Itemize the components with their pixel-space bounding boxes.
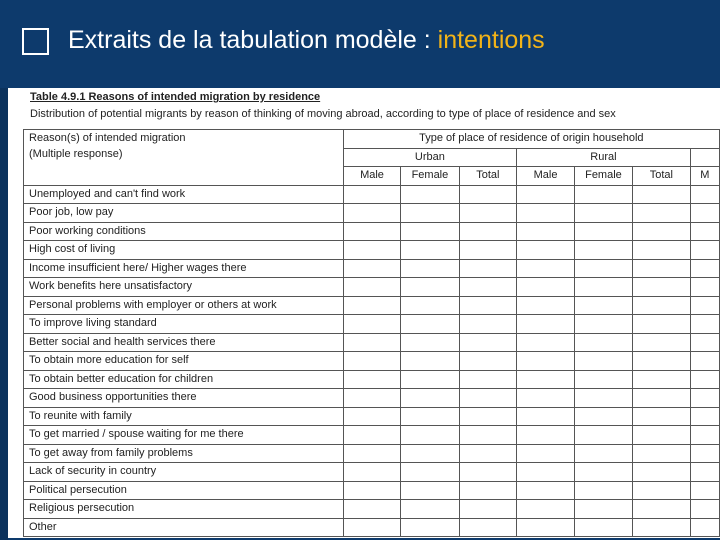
data-cell [459,444,517,463]
row-label: Income insufficient here/ Higher wages there [24,259,344,278]
data-cell [459,518,517,537]
data-cell [574,241,632,260]
data-cell [459,426,517,445]
data-cell [343,259,401,278]
data-cell [633,278,691,297]
table-title: Table 4.9.1 Reasons of intended migration by residence [30,91,321,103]
data-cell [517,296,575,315]
data-cell [401,352,459,371]
data-cell [459,241,517,260]
row-label: Personal problems with employer or others at work [24,296,344,315]
data-cell [517,389,575,408]
table-row [24,204,720,223]
data-cell [574,444,632,463]
data-cell [574,352,632,371]
data-cell [633,500,691,519]
data-cell [517,407,575,426]
data-cell [517,241,575,260]
data-cell [459,481,517,500]
data-cell [343,407,401,426]
slide-title-main: Extraits de la tabulation modèle : [68,26,438,54]
data-cell [343,370,401,389]
data-cell [459,222,517,241]
data-cell [690,222,719,241]
table-subtitle: Distribution of potential migrants by reason of thinking of moving abroad, according to type of place of residence and sex [30,108,616,120]
document-panel [8,88,720,538]
data-cell [343,481,401,500]
table-row [24,370,720,389]
data-cell [574,333,632,352]
header-row-1 [24,130,720,149]
data-cell [574,500,632,519]
data-cell [690,463,719,482]
data-cell [343,333,401,352]
table-row [24,278,720,297]
data-cell [690,500,719,519]
row-label: To obtain better education for children [24,370,344,389]
data-cell [690,444,719,463]
data-cell [343,296,401,315]
checkbox-bullet-icon [22,28,49,55]
data-cell [459,278,517,297]
data-cell [401,426,459,445]
row-label: To improve living standard [24,315,344,334]
data-cell [517,352,575,371]
data-cell [517,222,575,241]
data-cell [574,426,632,445]
data-cell [517,426,575,445]
data-cell [690,370,719,389]
row-label: Unemployed and can't find work [24,185,344,204]
data-cell [401,185,459,204]
data-cell [517,518,575,537]
data-cell [401,463,459,482]
data-cell [574,222,632,241]
row-label: To get away from family problems [24,444,344,463]
data-cell [517,370,575,389]
row-label: Poor working conditions [24,222,344,241]
slide-title-accent: intentions [437,26,545,54]
data-cell [633,333,691,352]
data-cell [517,444,575,463]
data-cell [690,259,719,278]
data-cell [459,259,517,278]
table-row [24,241,720,260]
data-cell [401,444,459,463]
data-cell [574,259,632,278]
row-label: Other [24,518,344,537]
data-cell [574,278,632,297]
data-cell [401,259,459,278]
data-cell [343,463,401,482]
data-cell [343,315,401,334]
data-cell [633,204,691,223]
row-label: To get married / spouse waiting for me there [24,426,344,445]
extra-header-cell [690,148,719,167]
data-cell [574,407,632,426]
data-cell [574,370,632,389]
data-cell [343,444,401,463]
data-cell [517,204,575,223]
table-body [24,185,720,537]
data-cell [633,222,691,241]
data-cell [401,518,459,537]
row-label: High cost of living [24,241,344,260]
data-cell [690,185,719,204]
data-cell [633,407,691,426]
sub-header: M [690,167,719,186]
data-cell [459,389,517,408]
data-cell [459,296,517,315]
data-cell [343,500,401,519]
data-cell [574,389,632,408]
table-row [24,389,720,408]
urban-header: Urban [343,148,517,167]
row-label: Work benefits here unsatisfactory [24,278,344,297]
data-cell [517,463,575,482]
row-label: Political persecution [24,481,344,500]
data-cell [401,278,459,297]
data-cell [459,370,517,389]
data-cell [690,333,719,352]
data-cell [517,278,575,297]
data-cell [517,500,575,519]
stub-header [24,130,344,186]
table-row [24,463,720,482]
data-cell [574,204,632,223]
data-cell [633,481,691,500]
table-row [24,444,720,463]
data-cell [690,518,719,537]
data-cell [343,426,401,445]
data-cell [690,389,719,408]
data-cell [401,500,459,519]
data-cell [690,407,719,426]
table-row [24,259,720,278]
data-cell [343,185,401,204]
data-cell [343,241,401,260]
table-row [24,518,720,537]
row-label: To reunite with family [24,407,344,426]
data-cell [574,481,632,500]
sub-header: Female [574,167,632,186]
data-cell [401,241,459,260]
stub-header-line2: (Multiple response) [29,148,123,160]
data-cell [401,315,459,334]
data-cell [633,259,691,278]
data-cell [574,185,632,204]
data-cell [517,259,575,278]
data-cell [401,407,459,426]
panel-left-edge [0,88,8,540]
sub-header: Female [401,167,459,186]
table-row [24,333,720,352]
row-label: Good business opportunities there [24,389,344,408]
table-row [24,407,720,426]
data-cell [517,315,575,334]
data-cell [690,241,719,260]
data-cell [574,315,632,334]
sub-header: Total [633,167,691,186]
data-cell [459,333,517,352]
data-cell [401,370,459,389]
data-cell [401,389,459,408]
data-cell [633,315,691,334]
data-cell [633,463,691,482]
data-cell [459,185,517,204]
data-cell [459,463,517,482]
tabulation-table [23,129,720,537]
data-cell [343,518,401,537]
data-cell [459,500,517,519]
data-cell [459,407,517,426]
table-row [24,426,720,445]
data-cell [633,241,691,260]
data-cell [633,518,691,537]
data-cell [517,481,575,500]
data-cell [690,481,719,500]
slide-title [68,26,545,55]
data-cell [343,389,401,408]
data-cell [633,185,691,204]
rural-header: Rural [517,148,691,167]
slide-header [0,0,720,88]
data-cell [690,426,719,445]
table-row [24,481,720,500]
row-label: To obtain more education for self [24,352,344,371]
data-cell [690,278,719,297]
data-cell [343,278,401,297]
data-cell [343,204,401,223]
data-cell [517,185,575,204]
data-cell [574,296,632,315]
data-cell [343,352,401,371]
sub-header: Total [459,167,517,186]
data-cell [633,352,691,371]
table-row [24,296,720,315]
data-cell [574,463,632,482]
data-cell [690,296,719,315]
data-cell [633,370,691,389]
data-cell [633,444,691,463]
data-cell [401,222,459,241]
data-cell [459,352,517,371]
data-cell [401,296,459,315]
row-label: Better social and health services there [24,333,344,352]
data-cell [401,204,459,223]
data-cell [459,315,517,334]
data-cell [401,481,459,500]
data-cell [343,222,401,241]
data-cell [633,296,691,315]
data-cell [690,204,719,223]
table-row [24,185,720,204]
group-header: Type of place of residence of origin household [343,130,719,149]
table-row [24,315,720,334]
table-row [24,500,720,519]
sub-header: Male [343,167,401,186]
data-cell [574,518,632,537]
stub-header-line1: Reason(s) of intended migration [29,132,186,144]
row-label: Poor job, low pay [24,204,344,223]
row-label: Lack of security in country [24,463,344,482]
data-cell [401,333,459,352]
data-cell [633,389,691,408]
data-cell [690,352,719,371]
table-row [24,222,720,241]
data-cell [633,426,691,445]
row-label: Religious persecution [24,500,344,519]
data-cell [690,315,719,334]
sub-header: Male [517,167,575,186]
table-row [24,352,720,371]
data-cell [459,204,517,223]
data-cell [517,333,575,352]
